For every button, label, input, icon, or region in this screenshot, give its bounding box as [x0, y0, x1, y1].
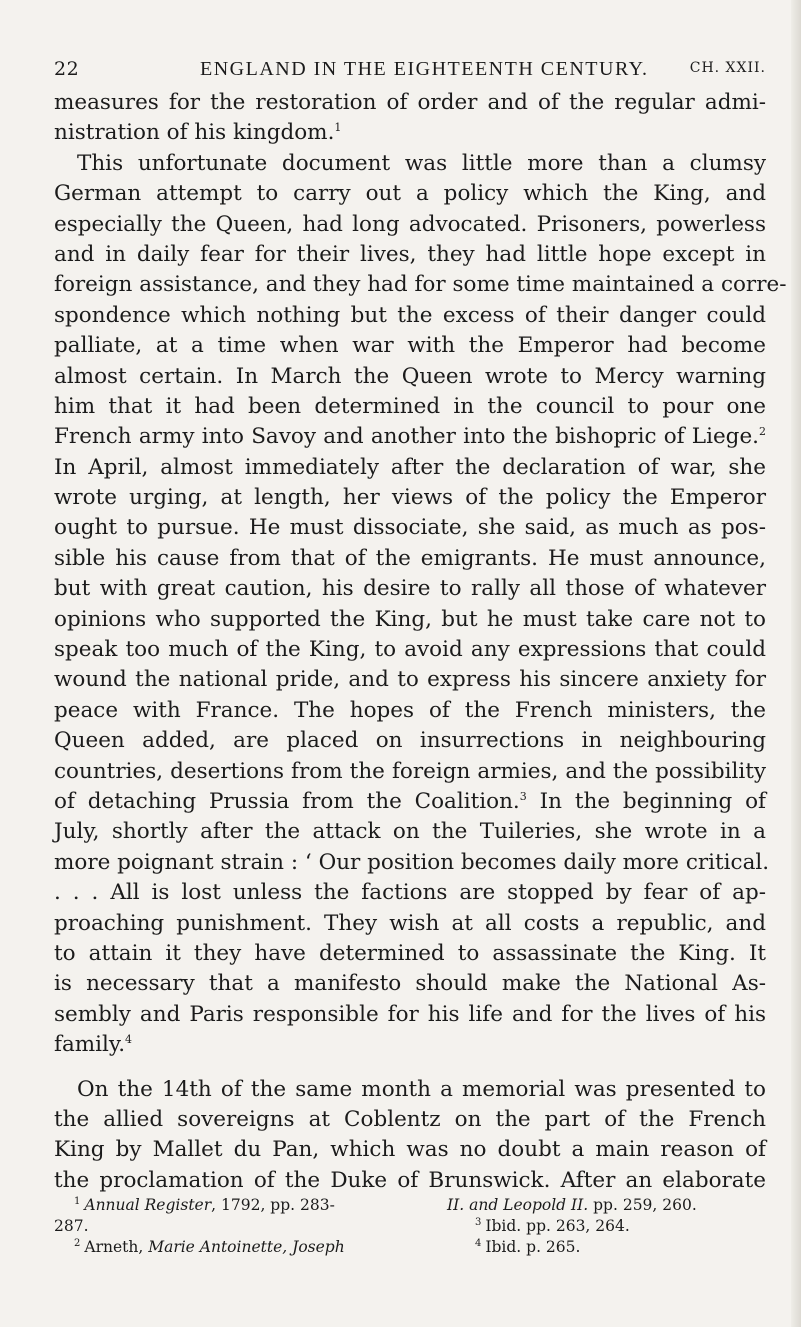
footnote-ref[interactable]: 1 — [334, 121, 342, 135]
text-line: sembly and Paris responsible for his life and for the lives of his — [54, 1001, 766, 1027]
text-line: to attain it they have determined to assassinate the King. It — [54, 940, 766, 966]
footnote-ref[interactable]: 3 — [519, 789, 527, 803]
text-line: is necessary that a manifesto should make the National As- — [54, 971, 766, 997]
text-line: almost certain. In March the Queen wrote to Mercy warning — [54, 363, 766, 389]
running-header — [54, 58, 766, 84]
footnotes-left-column — [54, 1195, 414, 1258]
footnote-3: $^3$ Ibid. pp. 263, 264. — [475, 1216, 630, 1235]
text-line: palliate, at a time when war with the Emperor had become — [54, 333, 766, 359]
text-line: . . . All is lost unless the factions are stopped by fear of ap- — [54, 880, 766, 906]
footnote-2: $^2$ Arneth, Marie Antoinette, Joseph — [74, 1237, 345, 1256]
footnote-4: $^4$ Ibid. p. 265. — [475, 1237, 581, 1256]
text-line: wound the national pride, and to express his sincere anxiety for — [54, 667, 766, 693]
text-line: On the 14th of the same month a memorial was presented to — [77, 1076, 766, 1102]
text-line: family.$^4$ — [54, 1032, 133, 1058]
text-line: but with great caution, his desire to rally all those of whatever — [54, 576, 766, 602]
text-line: spondence which nothing but the excess of their danger could — [54, 302, 766, 328]
text-line: sible his cause from that of the emigrants. He must announce, — [54, 545, 766, 571]
running-title: ENGLAND IN THE EIGHTEENTH CENTURY. — [200, 58, 649, 80]
text-line: Queen added, are placed on insurrections in neighbouring — [54, 728, 766, 754]
footnote-ref[interactable]: 4 — [125, 1032, 133, 1046]
text-line: the proclamation of the Duke of Brunswick. After an elaborate — [54, 1167, 766, 1193]
footnote-ref[interactable]: 2 — [759, 425, 766, 439]
text-line: King by Mallet du Pan, which was no doubt a main reason of — [54, 1137, 766, 1163]
text-line: opinions who supported the King, but he must take care not to — [54, 606, 766, 632]
text-line: This unfortunate document was little more than a clumsy — [77, 150, 766, 176]
text-line: proaching punishment. They wish at all costs a republic, and — [54, 910, 766, 936]
page-number: 22 — [54, 58, 80, 80]
text-line: him that it had been determined in the council to pour one — [54, 393, 766, 419]
text-line: more poignant strain : ‘ Our position becomes daily more critical. — [54, 849, 770, 875]
text-line: French army into Savoy and another into the bishopric of Liege.$^2$ — [54, 424, 766, 450]
text-line: of detaching Prussia from the Coalition.$^3$ In the beginning of — [54, 788, 766, 814]
chapter-label: CH. XXII. — [689, 60, 766, 76]
body-text — [54, 88, 787, 1196]
text-line: In April, almost immediately after the declaration of war, she — [54, 454, 766, 480]
footnotes-right-column — [447, 1195, 767, 1258]
text-line: ought to pursue. He must dissociate, she said, as much as pos- — [54, 515, 766, 541]
page-edge-shadow — [791, 0, 801, 1327]
text-line: nistration of his kingdom.$^1$ — [54, 120, 342, 146]
text-line: and in daily fear for their lives, they had little hope except in — [54, 241, 766, 267]
text-line: especially the Queen, had long advocated. Prisoners, powerless — [54, 211, 766, 237]
text-line: speak too much of the King, to avoid any expressions that could — [54, 637, 766, 663]
text-line: German attempt to carry out a policy which the King, and — [54, 181, 766, 207]
footnote-1: $^1$ Annual Register, 1792, pp. 283- — [74, 1195, 335, 1214]
text-line: the allied sovereigns at Coblentz on the part of the French — [54, 1106, 766, 1132]
text-line: countries, desertions from the foreign armies, and the possibility — [54, 758, 766, 784]
footnote-1-cont: 287. — [54, 1217, 89, 1235]
text-line: measures for the restoration of order and of the regular admi- — [54, 90, 766, 115]
text-line: wrote urging, at length, her views of the policy the Emperor — [54, 485, 766, 511]
text-line: foreign assistance, and they had for some time maintained a corre- — [54, 272, 787, 298]
footnote-2-cont: II. and Leopold II. pp. 259, 260. — [447, 1196, 697, 1214]
text-line: peace with France. The hopes of the French ministers, the — [54, 697, 766, 723]
text-line: July, shortly after the attack on the Tuileries, she wrote in a — [54, 819, 766, 845]
